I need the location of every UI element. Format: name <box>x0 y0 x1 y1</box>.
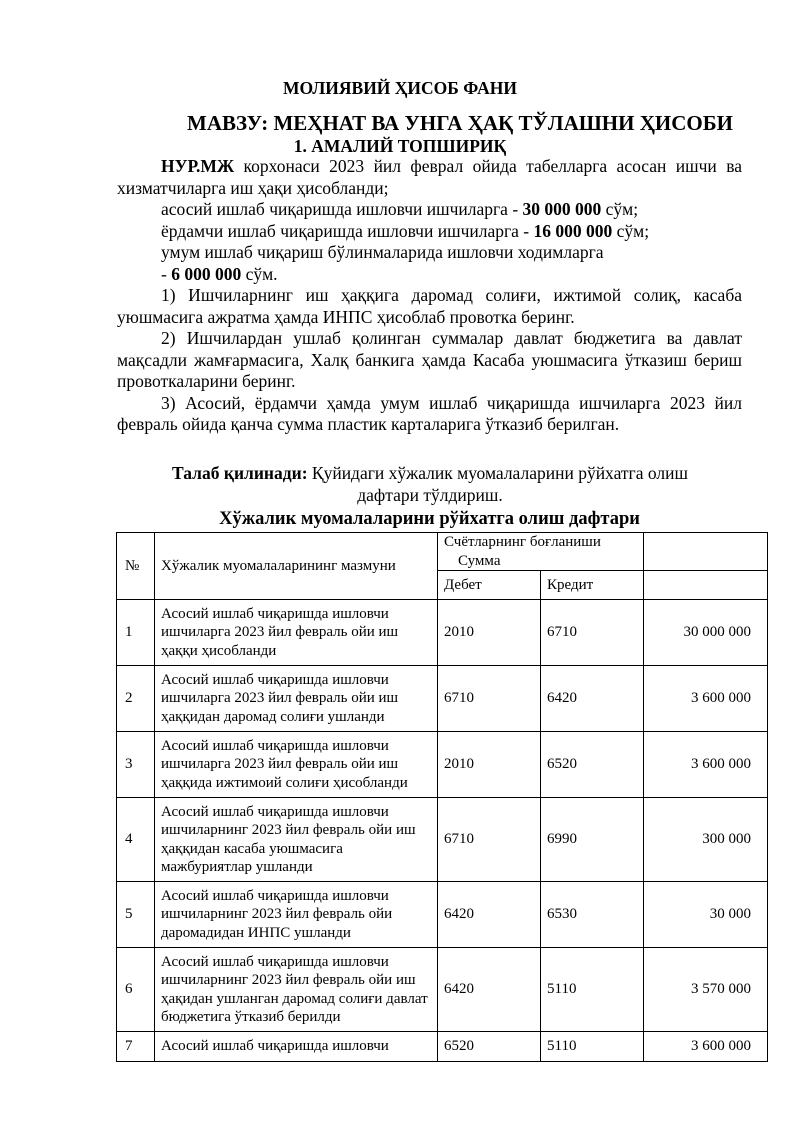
header-credit: Кредит <box>541 571 644 600</box>
requirement-label: Талаб қилинади: <box>172 463 308 483</box>
salary-line-main: асосий ишлаб чиқаришда ишловчи ишчиларга - 30 000 000 сўм; <box>161 199 639 219</box>
amount-general: 6 000 000 <box>171 263 242 284</box>
intro-paragraph <box>117 156 742 199</box>
table-row: 2 Асосий ишлаб чиқаришда ишловчи ишчиларга 2023 йил февраль ойи иш ҳаққидан даромад солиғи ушланди 6710 6420 3 600 000 <box>117 666 768 732</box>
task-title: 1. АМАЛИЙ ТОПШИРИҚ <box>293 136 507 156</box>
salary-line-auxiliary: ёрдамчи ишлаб чиқаришда ишловчи ишчиларга - 16 000 000 сўм; <box>161 220 650 241</box>
table-row: 1 Асосий ишлаб чиқаришда ишловчи ишчиларга 2023 йил февраль ойи иш ҳаққи ҳисобланди 2010 6710 30 000 000 <box>117 600 768 666</box>
journal-title: Хўжалик муомалаларини рўйхатга олиш дафтари <box>219 509 640 529</box>
requirement-text: Талаб қилинади: Қуйидаги хўжалик муомалаларини рўйхатга олиш дафтари тўлдириш. <box>172 463 688 505</box>
task-item-3: 3) Асосий, ёрдамчи ҳамда умум ишлаб чиқаришда ишчиларга 2023 йил февраль ойида қанча сумма пластик карталарига ўтказиб берилган. <box>117 392 742 434</box>
journal-table <box>116 532 768 1062</box>
task-item-1: 1) Ишчиларнинг иш ҳаққига даромад солиғи, ижтимой солиқ, касаба уюшмасига ажратма ҳамда ИНПС ҳисоблаб провотка беринг. <box>117 285 742 327</box>
table-row: 4 Асосий ишлаб чиқаришда ишловчи ишчиларнинг 2023 йил февраль ойи иш ҳаққидан касаба уюшмасига мажбуриятлар ушланди 6710 6990 300 000 <box>117 798 768 882</box>
salary-line-general: умум ишлаб чиқариш бўлинмаларида ишловчи ходимларга <box>161 242 604 262</box>
intro-text: корхонаси 2023 йил феврал ойида табелларга асосан ишчи ва хизматчиларга иш ҳақи ҳисобланди; <box>117 156 742 198</box>
amount-auxiliary: 16 000 000 <box>533 220 613 241</box>
header-content: Хўжалик муомалаларининг мазмуни <box>155 533 438 600</box>
header-empty <box>644 571 768 600</box>
header-sum: Сумма <box>458 552 501 569</box>
task-body <box>117 156 742 436</box>
salary-line-general-amount: - 6 000 000 сўм. <box>161 263 278 284</box>
task-item-2: 2) Ишчилардан ушлаб қолинган суммалар давлат бюджетига ва давлат мақсадли жамғармасига, Халқ банкига ҳамда Касаба уюшмасига ўтказиш бериш провоткаларини беринг. <box>117 328 742 391</box>
table-row: 3 Асосий ишлаб чиқаришда ишловчи ишчиларга 2023 йил февраль ойи иш ҳаққида ижтимоий солиғи ҳисобланди 2010 6520 3 600 000 <box>117 732 768 798</box>
topic-title: МАВЗУ: МЕҲНАТ ВА УНГА ҲАҚ ТЎЛАШНИ ҲИСОБИ <box>187 111 733 135</box>
table-row: 5 Асосий ишлаб чиқаришда ишловчи ишчиларнинг 2023 йил февраль ойи даромадидан ИНПС ушланди 6420 6530 30 000 <box>117 882 768 948</box>
header-accounts: Счётларнинг боғланиши Сумма <box>438 533 644 571</box>
header-sum-cell <box>644 533 768 571</box>
table-row: 7 Асосий ишлаб чиқаришда ишловчи 6520 5110 3 600 000 <box>117 1032 768 1062</box>
table-header-row <box>117 533 768 571</box>
subject-title: МОЛИЯВИЙ ҲИСОБ ФАНИ <box>282 78 518 98</box>
header-num: № <box>117 533 155 600</box>
table-row: 6 Асосий ишлаб чиқаришда ишловчи ишчиларнинг 2023 йил февраль ойи иш ҳақидан ушланган даромад солиғи давлат бюджетига ўтказиб берилди 6420 5110 3 570 000 <box>117 948 768 1032</box>
amount-main: 30 000 000 <box>522 199 602 219</box>
header-debit: Дебет <box>438 571 541 600</box>
company-name: НУР.МЖ <box>161 156 235 176</box>
